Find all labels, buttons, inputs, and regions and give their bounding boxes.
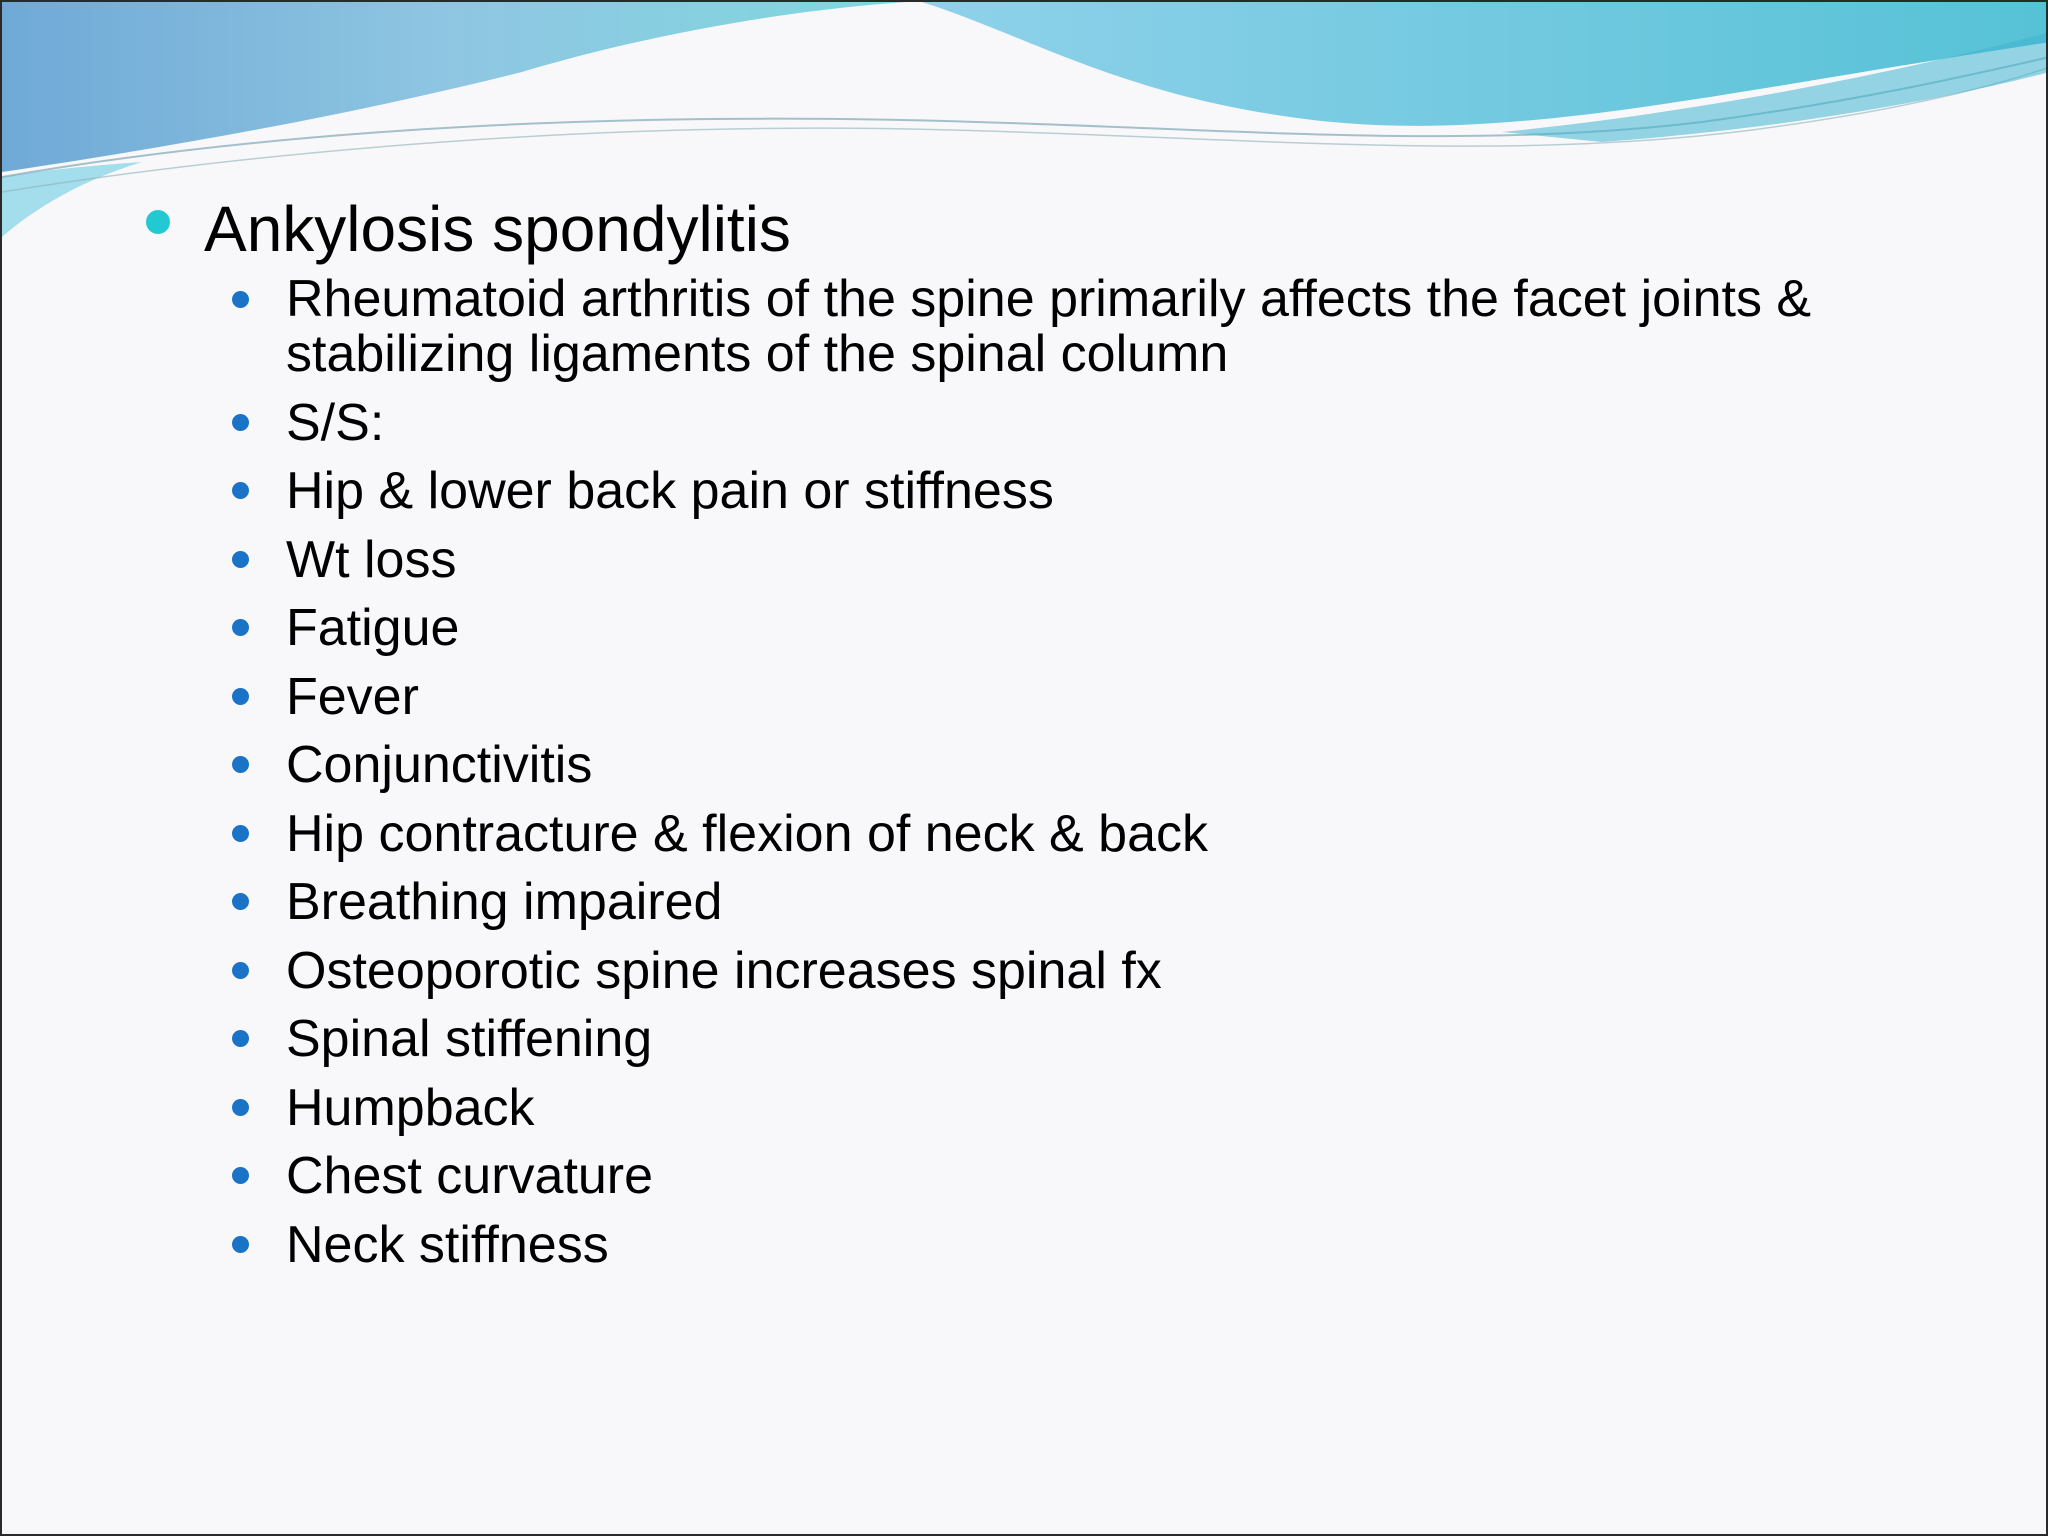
bullet-dot [232,1236,249,1253]
bullet-dot [232,414,249,431]
list-item-text: Rheumatoid arthritis of the spine primarily affects the facet joints & stabilizing ligaments of the spinal column [286,270,1812,383]
list-item [232,395,1932,451]
list-item-text: Neck stiffness [286,1215,609,1274]
list-item [232,1148,1932,1204]
list-item [232,874,1932,930]
bullet-dot [232,1030,249,1047]
list-item-text: S/S: [286,393,385,452]
list-item-text: Fever [286,667,419,726]
bullet-dot [232,482,249,499]
list-item [232,1080,1932,1136]
bullet-dot [232,825,249,842]
main-bullet-dot [146,210,170,234]
main-bullet-text: Ankylosis spondylitis [204,193,791,265]
list-item [232,737,1932,793]
bullet-dot [232,688,249,705]
list-item-text: Spinal stiffening [286,1010,653,1068]
sub-bullet-list [232,272,1932,1285]
list-item-text: Wt loss [286,530,457,589]
list-item [232,1217,1932,1273]
bullet-dot [232,1099,249,1116]
list-item [232,943,1932,999]
bullet-dot [232,619,249,636]
bullet-dot [232,962,249,979]
list-item [232,463,1932,519]
slide-content [2,2,2048,1536]
list-item [232,272,1932,382]
list-item [232,669,1932,725]
bullet-dot [232,291,249,308]
list-item-text: Hip contracture & flexion of neck & back [286,804,1209,863]
bullet-dot [232,551,249,568]
main-bullet-item [146,188,791,270]
bullet-dot [232,756,249,773]
bullet-dot [232,1167,249,1184]
list-item-text: Fatigue [286,599,460,657]
list-item [232,532,1932,588]
list-item-text: Humpback [286,1078,535,1137]
list-item-text: Hip & lower back pain or stiffness [286,462,1054,520]
list-item-text: Breathing impaired [286,873,723,931]
list-item-text: Osteoporotic spine increases spinal fx [286,941,1162,1000]
bullet-dot [232,893,249,910]
list-item [232,806,1932,862]
list-item [232,600,1932,656]
list-item [232,1011,1932,1067]
list-item-text: Conjunctivitis [286,736,593,794]
list-item-text: Chest curvature [286,1147,654,1205]
